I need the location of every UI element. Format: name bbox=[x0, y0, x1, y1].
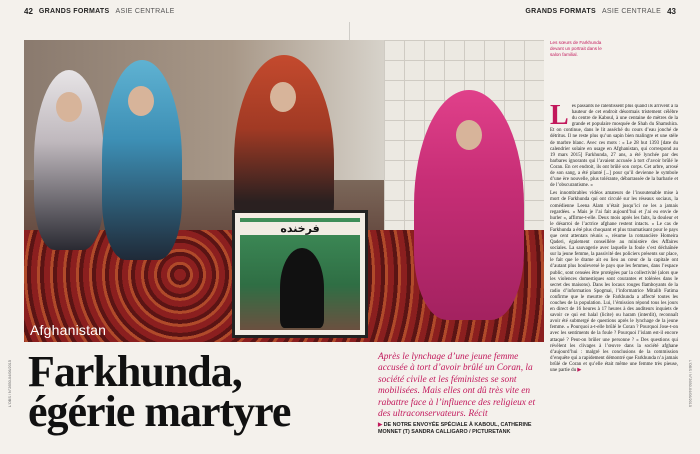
subsection-name: ASIE CENTRALE bbox=[115, 7, 175, 15]
face bbox=[270, 82, 296, 112]
title-line-1: Farkhunda, bbox=[28, 347, 242, 396]
credit-arrow: ▶ bbox=[378, 422, 383, 428]
article-title bbox=[28, 347, 291, 436]
poster-image bbox=[240, 218, 360, 330]
article-credit: ▶ DE NOTRE ENVOYÉE SPÉCIALE À KABOUL, CATHERINE MONNET (T) SANDRA CALLIGARO / PICTURETANK bbox=[378, 422, 532, 435]
photo-caption: Les sœurs de Farkhunda devant un portrait dans le salon familial. bbox=[550, 40, 602, 57]
main-photo bbox=[24, 40, 544, 342]
edge-publication-right: L'OBS / N°2650-04/06/2015 bbox=[688, 360, 692, 407]
portrait-poster bbox=[232, 210, 368, 338]
poster-text: فرخنده bbox=[240, 222, 360, 235]
article-lede: Après le lynchage d’une jeune femme accusée à tort d’avoir brûlé un Coran, la société civile et les féministes se sont mobilisées. Mais elles ont dû très vite en rabattre face à l’influence des religieux et des ultraconservateurs. Récit bbox=[378, 352, 536, 420]
left-page-header bbox=[24, 0, 175, 22]
face bbox=[456, 120, 482, 150]
face bbox=[56, 92, 82, 122]
right-page-header bbox=[525, 0, 676, 22]
country-label: Afghanistan bbox=[30, 322, 107, 338]
left-page-number: 42 bbox=[24, 6, 33, 16]
dropcap: L bbox=[550, 104, 569, 131]
edge-publication-left: L'OBS / N°2650-04/06/2015 bbox=[8, 360, 12, 407]
section-name-right: GRANDS FORMATS bbox=[525, 7, 596, 15]
poster-figure bbox=[280, 248, 324, 328]
face bbox=[128, 86, 154, 116]
continue-arrow: ▶ bbox=[577, 368, 582, 374]
body-paragraph: Les passants ne ralentissent plus quand ils arrivent à la hauteur de cet endroit désormais tristement célèbre du centre de Kaboul, à une centaine de mètres de la grande et populaire mosquée de Shah du Shamshira. Et on continue, dans le lit asséché du cours d’eau jonché de détritus. Il ne reste plus qu’un sapin bien malingre et une stèle de marbre blanc. Avec ces mots : « Le 28 hut 1393 [date du calendrier solaire en usage en Afghanistan, qui correspond au 19 mars 2015] Farkhunda, 27 ans, a été lynchée par des barbares ignorants qui l’avaient accusée à tort d’avoir brûlé le Coran. En cet endroit, ils ont brûlé son corps. Cet arbre, arrosé de son sang, a été planté [...] pour qu’il devienne le symbole d’une ère nouvelle, plus tolérante, débarrassée de la barbarie et de l’obscurantisme. » bbox=[550, 104, 678, 189]
body-paragraph: Les innombrables vidéos amateurs de l’insoutenable mise à mort de Farkhunda qui ont circulé sur les réseaux sociaux, la comédienne Leena Alam n’était jusqu’ici ne les a jamais regardées. « Mais je l’ai fait aujourd’hui et j’ai eu envie de hurler », affirme-t-elle. Deux mois après les faits, la douleur et le désarroi de l’actrice afghane restent intacts. « Le cas de Farkhunda a été plus choquant et plus traumatisant pour le pays que cent attentats réunis », résume la romancière Homeira Qaderi, également conseillère au ministère des Affaires sociales. La sauvagerie avec laquelle la foule s’est déchaînée sur la jeune femme, la passivité des policiers présents sur place, le fait que le drame ait eu lieu au cœur de la capitale ont d’autant plus bouleversé le pays que les femmes, dans l’espace public, sont censées être protégées par la collectivité (alors que les violences domestiques sont courantes et tolérées dans le secret des maisons). Dans les locaux rouges flamboyants de la radio d’information Spogmai, l’informatrice Mitalib Fatima confirme que le meurtre de Farkhunda a affecté toutes les couches de la population. Lui, l’émission répond tous les jours en direct de 16 heures à 17 heures à des auditeurs inquiets de savoir ce qui est halal (licite) ou haram (interdit), reconnaît avoir été submergé de questions après le lynchage de la jeune femme. « Pourquoi a-t-elle brûlé le Coran ? Pourquoi Jose-t-on avec les sentiments de la foule ? Pourquoi l’islam est-il encore attaqué ? Peut-on brûler une personne ? » Des questions qui révèlent les clivages à l’œuvre dans la société afghane d’aujourd’hui : malgré les conclusions de la commission d’enquête qui a rapidement démontré que Farkhunda n’a jamais brûlé de Coran et qu’elle était même une femme très pieuse, une partie du ▶ bbox=[550, 191, 678, 374]
title-line-2: égérie martyre bbox=[28, 387, 291, 436]
article-body bbox=[550, 104, 678, 448]
subsection-name-right: ASIE CENTRALE bbox=[601, 7, 662, 15]
section-name: GRANDS FORMATS bbox=[38, 7, 110, 15]
right-page-number: 43 bbox=[667, 6, 676, 16]
